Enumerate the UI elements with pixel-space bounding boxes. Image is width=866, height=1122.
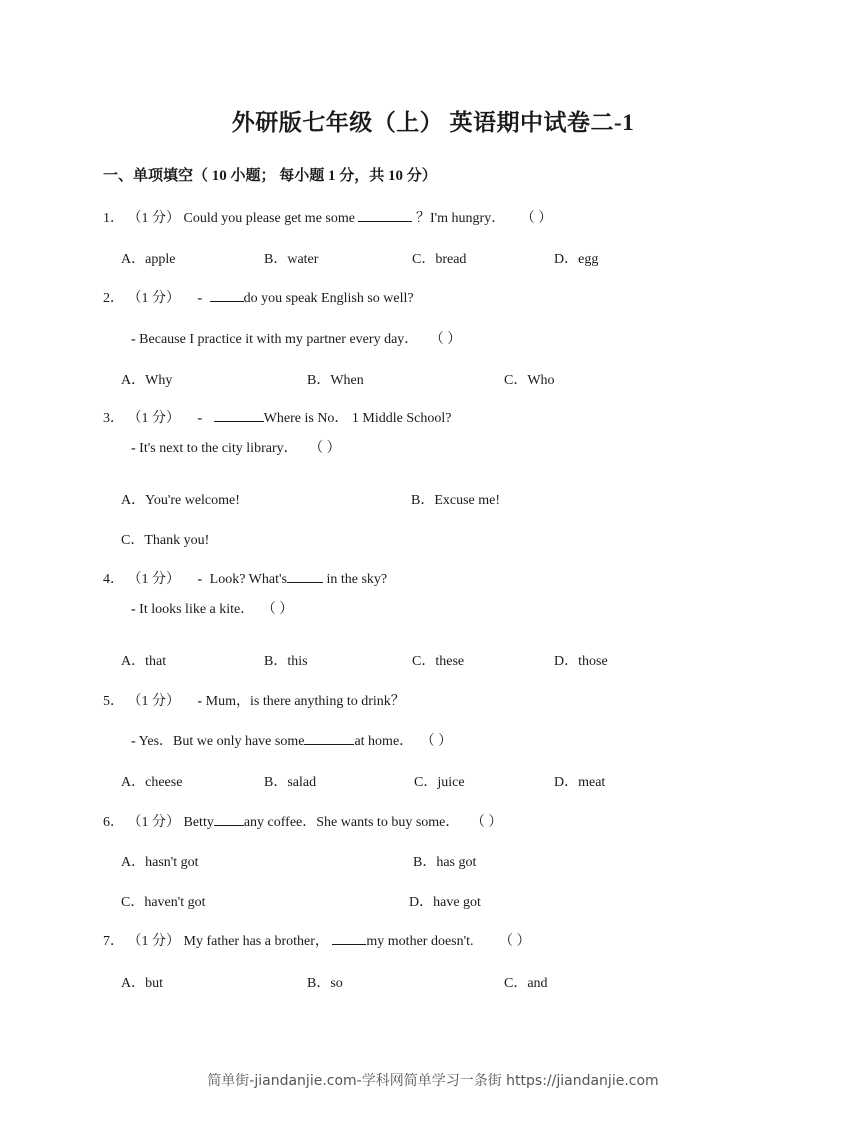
question-text: My father has a brother， (183, 934, 329, 949)
option-a: A．that (121, 654, 167, 669)
question-number: 2． (103, 291, 124, 306)
question-text: my mother doesn't. (366, 934, 474, 949)
reply-text: It looks like a kite． (139, 602, 255, 617)
option-a: A．hasn't got (121, 855, 199, 870)
reply-text: at home． (354, 734, 414, 749)
question-number: 7． (103, 934, 124, 949)
option-b: B．so (307, 976, 343, 991)
question-text: ？I'm hungry． (415, 211, 506, 226)
question-text: Where is No． 1 Middle School? (263, 411, 452, 426)
question-1 (103, 207, 552, 227)
answer-paren: （ ） (499, 934, 531, 949)
question-text: in the sky? (326, 572, 388, 587)
option-c: C．bread (412, 252, 467, 267)
dialogue-dash: - (197, 291, 203, 306)
question-5 (103, 690, 405, 710)
option-b: B．water (264, 252, 319, 267)
question-text: do you speak English so well? (243, 291, 414, 306)
answer-blank (358, 209, 412, 222)
answer-blank (214, 409, 264, 422)
answer-paren: （ ） (429, 332, 462, 347)
question-4-reply (131, 598, 293, 618)
option-c: C．haven't got (121, 895, 206, 910)
question-text: Look? What's (209, 572, 287, 587)
option-a: A．You're welcome! (121, 493, 240, 508)
question-3 (103, 407, 451, 427)
page-title: 外研版七年级（上） 英语期中试卷二-1 (231, 110, 635, 135)
dialogue-dash: - (197, 411, 203, 426)
section-heading: 一、单项填空（ 10 小题； 每小题 1 分，共 10 分） (103, 168, 437, 184)
question-text: Could you please get me some (183, 211, 355, 226)
question-number: 6． (103, 815, 124, 830)
answer-paren: （ ） (520, 211, 553, 226)
answer-blank (214, 813, 244, 826)
option-c: C．Thank you! (121, 533, 210, 548)
option-c: C．Who (504, 373, 555, 388)
answer-paren: （ ） (420, 734, 453, 749)
question-score: （1 分） (127, 411, 180, 426)
answer-blank (304, 732, 354, 745)
question-score: （1 分） (127, 694, 180, 709)
question-7 (103, 930, 531, 950)
question-number: 5． (103, 694, 124, 709)
answer-blank (332, 932, 366, 945)
option-c: C．these (412, 654, 465, 669)
answer-blank (287, 570, 323, 583)
dialogue-dash: - (131, 602, 136, 617)
option-d: D．egg (554, 252, 599, 267)
answer-paren: （ ） (261, 602, 294, 617)
option-d: D．meat (554, 775, 606, 790)
question-3-reply (131, 437, 341, 457)
dialogue-dash: - (131, 332, 136, 347)
question-number: 3． (103, 411, 124, 426)
reply-text: Because I practice it with my partner every day． (139, 332, 419, 347)
option-c: C．and (504, 976, 548, 991)
question-text: Mum，is there anything to drink？ (205, 694, 405, 709)
option-b: B．this (264, 654, 308, 669)
question-text: any coffee．She wants to buy some． (243, 815, 460, 830)
question-2 (103, 287, 414, 307)
option-d: D．those (554, 654, 608, 669)
question-6 (103, 811, 502, 831)
question-4 (103, 568, 387, 588)
watermark-footer: 简单街-jiandanjie.com-学科网简单学习一条街 https://jiandanjie.com (207, 1073, 659, 1089)
answer-paren: （ ） (470, 815, 503, 830)
answer-paren: （ ） (309, 441, 341, 456)
question-number: 4． (103, 572, 124, 587)
question-score: （1 分） (127, 572, 180, 587)
option-a: A．apple (121, 252, 176, 267)
option-d: D．have got (409, 895, 481, 910)
question-text: Betty (183, 815, 214, 830)
question-2-reply (131, 328, 461, 348)
question-number: 1． (103, 211, 124, 226)
dialogue-dash: - (197, 694, 203, 709)
option-c: C．juice (414, 775, 465, 790)
question-score: （1 分） (127, 291, 180, 306)
option-a: A．Why (121, 373, 173, 388)
question-score: （1 分） (127, 211, 180, 226)
option-b: B．has got (413, 855, 477, 870)
question-score: （1 分） (127, 815, 180, 830)
option-a: A．but (121, 976, 163, 991)
dialogue-dash: - (131, 441, 136, 456)
reply-text: It's next to the city library． (139, 441, 298, 456)
answer-blank (210, 289, 244, 302)
question-score: （1 分） (127, 934, 180, 949)
reply-text: Yes．But we only have some (138, 734, 305, 749)
option-b: B．Excuse me! (411, 493, 501, 508)
option-b: B．salad (264, 775, 317, 790)
option-b: B．When (307, 373, 364, 388)
dialogue-dash: - (131, 734, 136, 749)
option-a: A．cheese (121, 775, 183, 790)
question-5-reply (131, 730, 452, 750)
dialogue-dash: - (197, 572, 203, 587)
